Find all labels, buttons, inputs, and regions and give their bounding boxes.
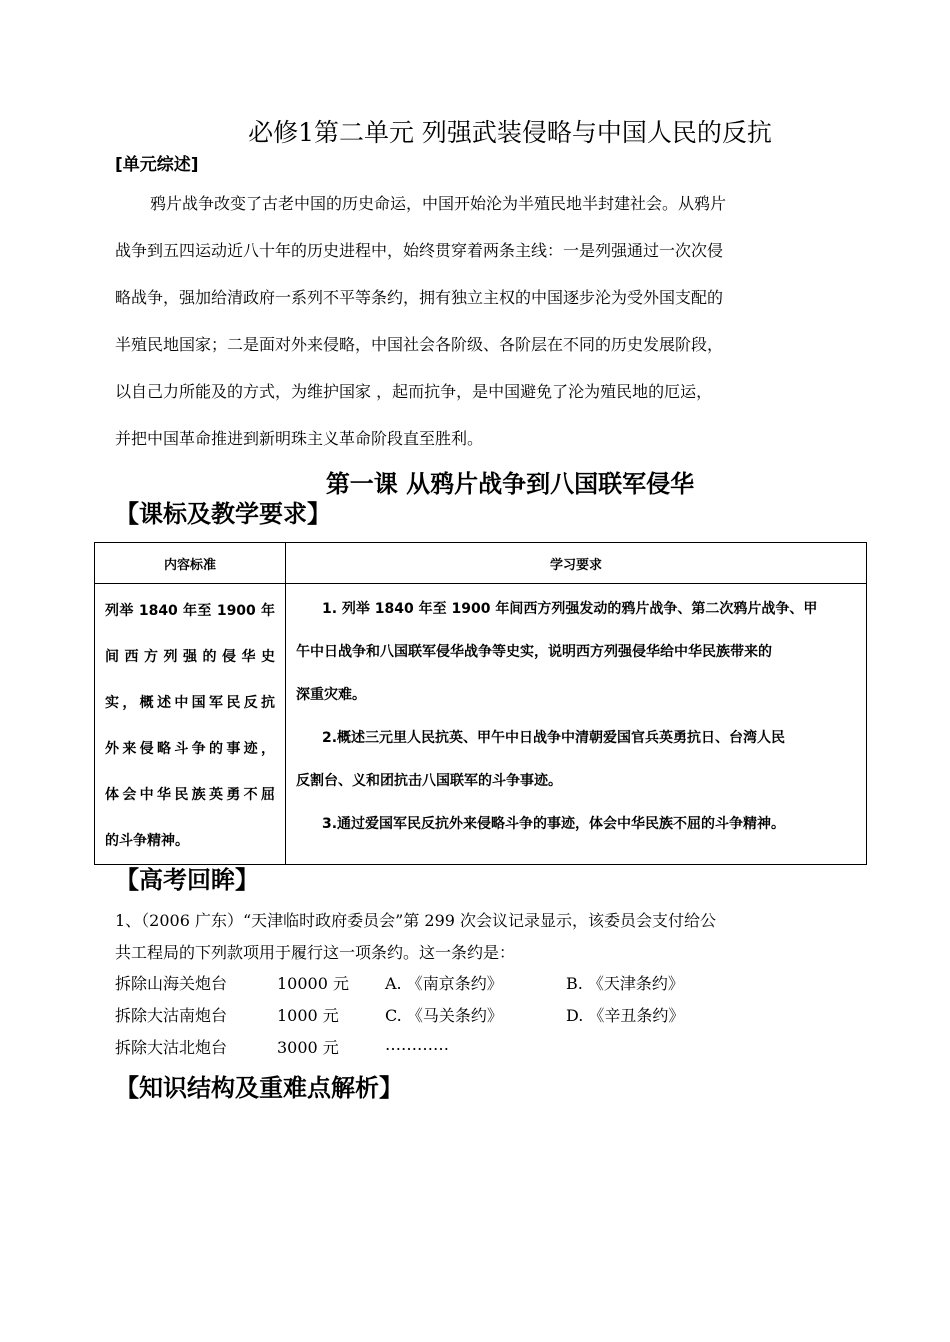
content-standard-cell bbox=[95, 584, 286, 865]
col-header-requirements: 学习要求 bbox=[286, 543, 867, 584]
row-amount: 1000 元 bbox=[277, 1006, 339, 1025]
cell-line: 列举 1840 年至 1900 年 bbox=[105, 603, 275, 619]
cell-line: 深重灾难。 bbox=[296, 687, 366, 703]
cell-line: 3.通过爱国军民反抗外来侵略斗争的事迹，体会中华民族不屈的斗争精神。 bbox=[322, 816, 786, 832]
row-item: 拆除大沽北炮台 bbox=[115, 1038, 228, 1057]
standards-heading: 【课标及教学要求】 bbox=[115, 500, 331, 528]
question-text-line2: 共工程局的下列款项用于履行这一项条约。这一条约是： bbox=[115, 943, 516, 962]
row-amount: 10000 元 bbox=[277, 974, 349, 993]
summary-line: 鸦片战争改变了古老中国的历史命运，中国开始沦为半殖民地半封建社会。从鸦片 bbox=[150, 194, 727, 213]
review-heading: 【高考回眸】 bbox=[115, 866, 259, 894]
cell-line: 间西方列强的侵华史 bbox=[105, 649, 275, 665]
option-c: C. 《马关条约》 bbox=[385, 1006, 503, 1025]
summary-line: 略战争，强加给清政府一系列不平等条约，拥有独立主权的中国逐步沦为受外国支配的 bbox=[115, 288, 724, 307]
table-header-row bbox=[95, 543, 867, 584]
summary-line: 以自己力所能及的方式，为维护国家 ，起而抗争，是中国避免了沦为殖民地的厄运， bbox=[115, 382, 713, 401]
cell-line: 1. 列举 1840 年至 1900 年间西方列强发动的鸦片战争、第二次鸦片战争、甲 bbox=[322, 601, 818, 617]
cell-line: 体会中华民族英勇不屈 bbox=[105, 787, 275, 803]
option-d: D. 《辛丑条约》 bbox=[566, 1006, 685, 1025]
option-b: B. 《天津条约》 bbox=[566, 974, 684, 993]
knowledge-heading: 【知识结构及重难点解析】 bbox=[115, 1074, 403, 1102]
cell-line: 实，概述中国军民反抗 bbox=[105, 695, 275, 711]
lesson-title: 第一课 从鸦片战争到八国联军侵华 bbox=[325, 470, 695, 498]
cell-line: 外来侵略斗争的事迹， bbox=[105, 741, 275, 757]
col-header-content-standard: 内容标准 bbox=[95, 543, 286, 584]
page-title: 必修1第二单元 列强武装侵略与中国人民的反抗 bbox=[248, 118, 772, 147]
summary-line: 并把中国革命推进到新明珠主义革命阶段直至胜利。 bbox=[115, 429, 484, 448]
cell-line: 午中日战争和八国联军侵华战争等史实，说明西方列强侵华给中华民族带来的 bbox=[296, 644, 772, 660]
ellipsis: ………… bbox=[385, 1035, 449, 1054]
cell-line: 反割台、义和团抗击八国联军的斗争事迹。 bbox=[296, 773, 562, 789]
requirements-cell bbox=[286, 584, 867, 865]
summary-line: 战争到五四运动近八十年的历史进程中，始终贯穿着两条主线：一是列强通过一次次侵 bbox=[115, 241, 724, 260]
table-row bbox=[95, 584, 867, 865]
row-amount: 3000 元 bbox=[277, 1038, 339, 1057]
option-a: A. 《南京条约》 bbox=[385, 974, 503, 993]
question-text-line1: 1、（2006 广东）“天津临时政府委员会”第 299 次会议记录显示，该委员会支付给公 bbox=[115, 911, 717, 930]
cell-line: 2.概述三元里人民抗英、甲午中日战争中清朝爱国官兵英勇抗日、台湾人民 bbox=[322, 730, 786, 746]
row-item: 拆除山海关炮台 bbox=[115, 974, 228, 993]
summary-line: 半殖民地国家；二是面对外来侵略，中国社会各阶级、各阶层在不同的历史发展阶段， bbox=[115, 335, 724, 354]
row-item: 拆除大沽南炮台 bbox=[115, 1006, 228, 1025]
cell-line: 的斗争精神。 bbox=[105, 833, 189, 849]
unit-summary-heading: [单元综述] bbox=[115, 155, 199, 175]
unit-summary-paragraph bbox=[115, 180, 855, 462]
standards-table bbox=[94, 542, 867, 865]
